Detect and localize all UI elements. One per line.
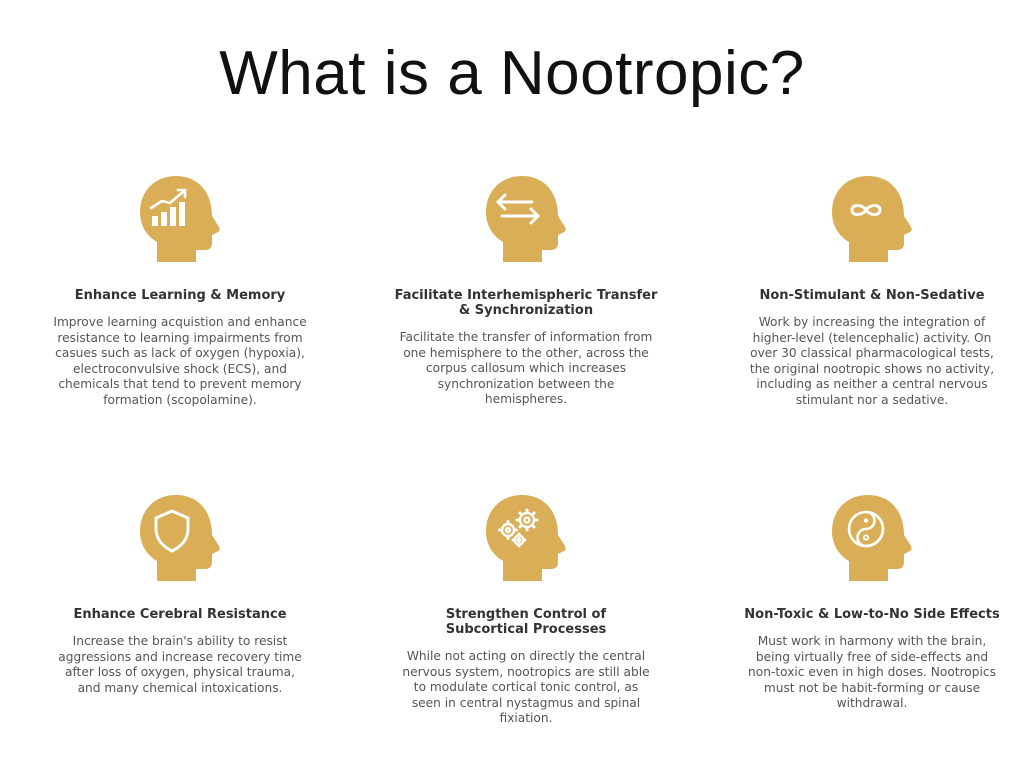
card-title: Facilitate Interhemispheric Transfer & Synchronization [394,288,658,318]
feature-card-learning-memory [40,174,320,408]
yin-yang-icon [830,493,914,583]
bar-chart-growth-icon [138,174,222,264]
gears-icon [484,493,568,583]
feature-card-interhemispheric-transfer [386,174,666,408]
card-title: Enhance Cerebral Resistance [73,607,287,622]
shield-icon [138,493,222,583]
card-title: Non-Stimulant & Non-Sedative [759,288,985,303]
page-title: What is a Nootropic? [219,39,805,108]
card-description: Work by increasing the integration of higher-level (telencephalic) activity. On over 30 classical pharmacological tests, the original nootropic shows no activity, including as neither a central nervous stimulant nor a sedative. [749,315,995,407]
card-description: Must work in harmony with the brain, being virtually free of side-effects and non-toxic even in high doses. Nootropics must not be habit-forming or cause withdrawal. [748,634,996,710]
feature-card-subcortical-control [386,493,666,727]
card-title: Non-Toxic & Low-to-No Side Effects [744,607,1000,622]
feature-card-non-toxic [732,493,1012,712]
card-description: Facilitate the transfer of information from one hemisphere to the other, across the corpus callosum which increases synchronization between the hemispheres. [399,330,653,406]
exchange-arrows-icon [484,174,568,264]
card-description: Increase the brain's ability to resist aggressions and increase recovery time after loss of oxygen, physical trauma, and many chemical intoxications. [58,634,302,695]
card-description: While not acting on directly the central nervous system, nootropics are still able to modulate cortical tonic control, as seen in central nystagmus and spinal fixiation. [402,649,650,725]
feature-card-cerebral-resistance [40,493,320,696]
feature-card-non-stimulant [732,174,1012,408]
card-title: Strengthen Control of Subcortical Processes [445,607,607,637]
card-description: Improve learning acquistion and enhance resistance to learning impairments from casues such as lack of oxygen (hypoxia), electroconvulsive shock (ECS), and chemicals that tend to prevent memory formation (scopolamine). [53,315,307,407]
card-title: Enhance Learning & Memory [74,288,286,303]
infinity-icon [830,174,914,264]
